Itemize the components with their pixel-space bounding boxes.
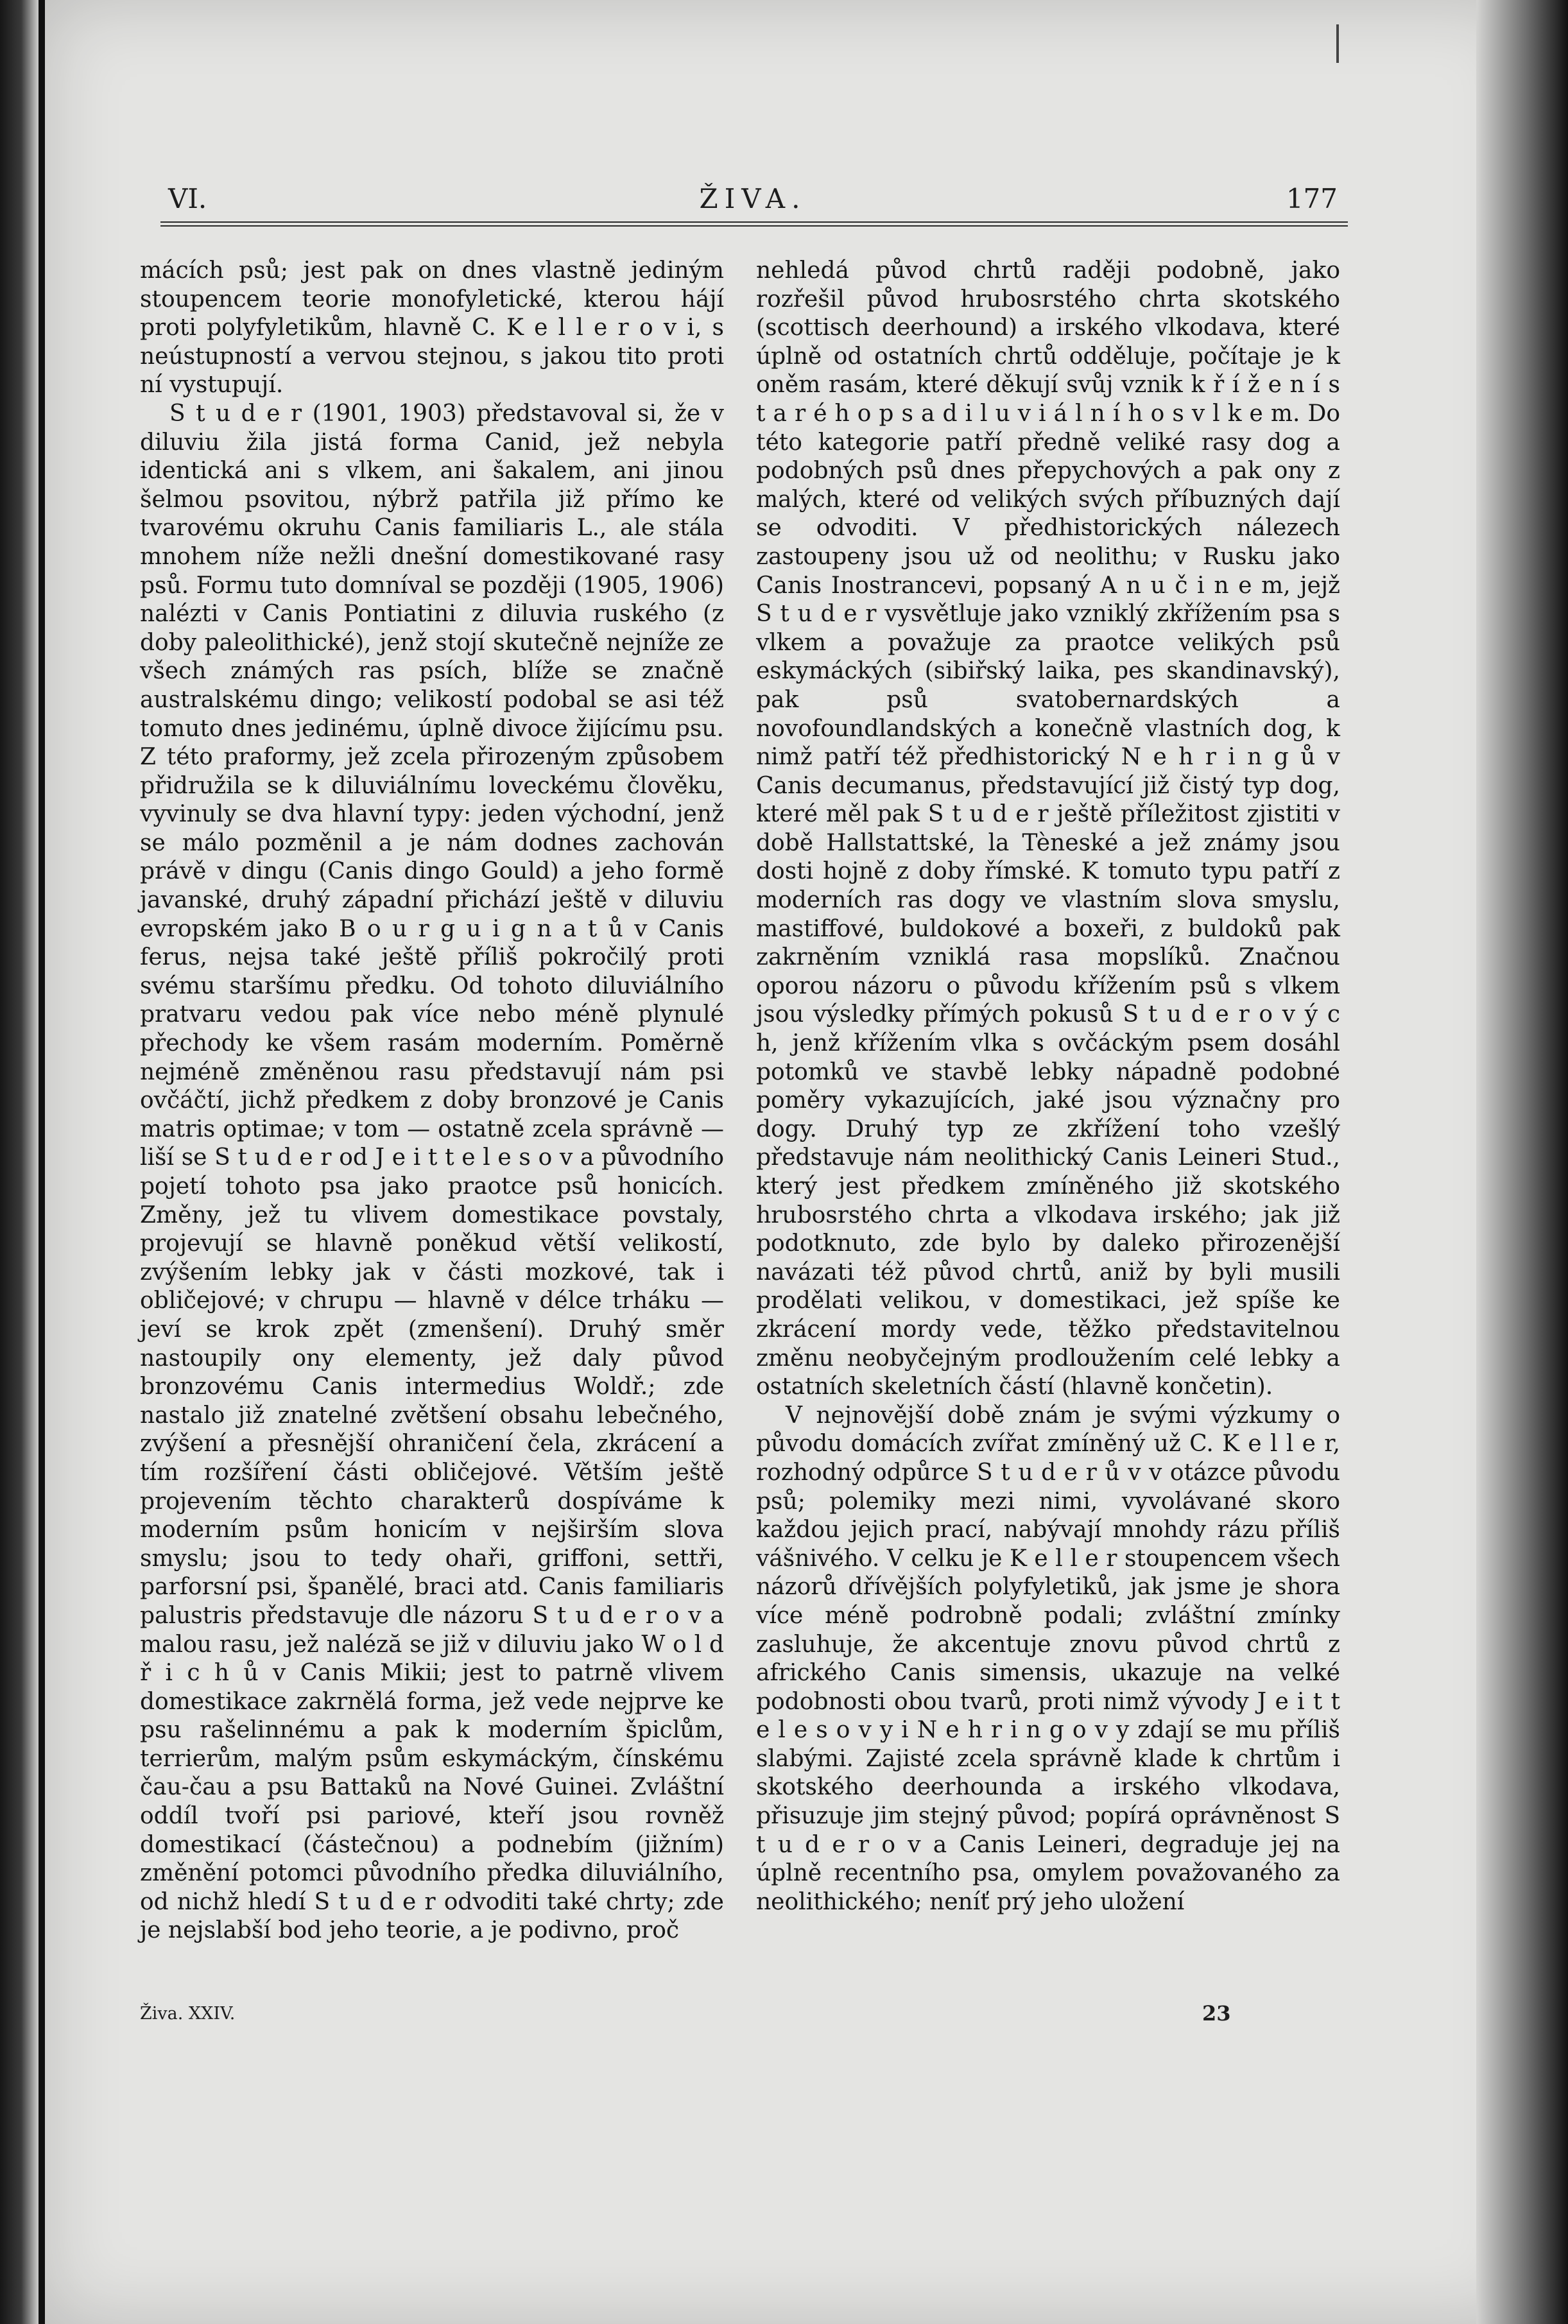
journal-title: ŽIVA. xyxy=(699,183,807,214)
page-edge-shadow xyxy=(1476,0,1568,2324)
sheet-signature: Živa. XXIV. xyxy=(140,2004,236,2024)
header-double-rule xyxy=(160,221,1348,227)
volume-number: VI. xyxy=(168,183,207,214)
left-text-column xyxy=(140,257,724,1945)
scan-mark xyxy=(1336,24,1339,63)
paragraph: V nejnovější době znám je svými výzkumy o původu domácích zvířat zmíněný už C. K e l l e r, rozhodný odpůrce S t u d e r ů v v otázce původu psů; polemiky mezi nimi, vyvolávané skoro každou jejich prací, nabývají mnohdy rázu příliš vášnivého. V celku je K e l l e r stoupencem všech názorů dřívějších polyfyletiků, jak jsme je shora více méně podrobně podali; zvláštní zmínky zasluhuje, že akcentuje znovu původ chrtů z afrického Canis simensis, ukazuje na velké podobnosti obou tvarů, proti nimž vývody J e i t t e l e s o v y i N e h r i n g o v y zdají se mu příliš slabými. Zajisté zcela správně klade k chrtům i skotského deerhounda a irského vlkodava, přisuzuje jim stejný původ; popírá oprávněnost S t u d e r o v a Canis Leineri, degraduje jej na úplně recentního psa, omylem považovaného za neolithického; neníť prý jeho uložení xyxy=(756,1402,1340,1915)
right-text-column xyxy=(756,257,1340,1916)
book-gutter-shadow xyxy=(0,0,39,2324)
paragraph: S t u d e r (1901, 1903) představoval si, že v diluviu žila jistá forma Canid, jež nebyla identická ani s vlkem, ani šakalem, ani jinou šelmou psovitou, nýbrž patřila již přímo ke tvarovému okruhu Canis familiaris L., ale stála mnohem níže nežli dnešní domestikované rasy psů. Formu tuto domníval se později (1905, 1906) nalézti v Canis Pontiatini z diluvia ruského (z doby paleolithické), jenž stojí skutečně nejníže ze všech známých ras psích, blíže se značně australskému dingo; velikostí podobal se asi též tomuto dnes jedinému, úplně divoce žijícímu psu. Z této praformy, jež zcela přirozeným způsobem přidružila se k diluviálnímu loveckému člověku, vyvinuly se dva hlavní typy: jeden východní, jenž se málo pozměnil a je nám dodnes zachován právě v dingu (Canis dingo Gould) a jeho formě javanské, druhý západní přichází ještě v diluviu evropském jako B o u r g u i g n a t ů v Canis ferus, nejsa také ještě příliš pokročilý proti svému staršímu předku. Od tohoto diluviálního pratvaru vedou pak více nebo méně plynulé přechody ke všem rasám moderním. Poměrně nejméně změněnou rasu představují nám psi ovčáčtí, jichž předkem z doby bronzové je Canis matris optimae; v tom — ostatně zcela správně — liší se S t u d e r od J e i t t e l e s o v a původního pojetí tohoto psa jako praotce psů honicích. Změny, jež tu vlivem domestikace povstaly, projevují se hlavně poněkud větší velikostí, zvýšením lebky jak v části mozkové, tak i obličejové; v chrupu — hlavně v délce trháku — jeví se krok zpět (zmenšení). Druhý směr nastoupily ony elementy, jež daly původ bronzovému Canis intermedius Woldř.; zde nastalo již znatelné zvětšení obsahu lebečného, zvýšení a přesnější ohraničení čela, zkrácení a tím rozšíření části obličejové. Větším ještě projevením těchto charakterů dospíváme k moderním psům honicím v nejširším slova smyslu; jsou to tedy ohaři, griffoni, settři, parforsní psi, španělé, braci atd. Canis familiaris palustris představuje dle názoru S t u d e r o v a malou rasu, jež naléză se již v diluviu jako W o l d ř i c h ů v Canis Mikii; jest to patrně vlivem domestikace zakrnělá forma, jež vede nejprve ke psu rašelinnému a pak k moderním špiclům, terrierům, malým psům eskymáckým, čínskému čau-čau a psu Battaků na Nové Guinei. Zvláštní oddíl tvoří psi pariové, kteří jsou rovněž domestikací (částečnou) a podnebím (jižním) změnění potomci původního předka diluviálního, od nichž hledí S t u d e r odvoditi také chrty; zde je nejslabší bod jeho teorie, a je podivno, proč xyxy=(140,400,724,1944)
paragraph: nehledá původ chrtů raději podobně, jako rozřešil původ hrubosrstého chrta skotského (scottisch deerhound) a irského vlkodava, které úplně od ostatních chrtů odděluje, počítaje je k oněm rasám, které děkují svůj vznik k ř í ž e n í s t a r é h o p s a d i l u v i á l n í h o s v l k e m. Do této kategorie patří předně veliké rasy dog a podobných psů dnes přepychových a pak ony z malých, které od velikých svých příbuzných dají se odvoditi. V předhistorických nálezech zastoupeny jsou už od neolithu; v Rusku jako Canis Inostrancevi, popsaný A n u č i n e m, jejž S t u d e r vysvětluje jako vzniklý zkřížením psa s vlkem a považuje za praotce velikých psů eskymáckých (sibiřský laika, pes skandinavský), pak psů svatobernardských a novofoundlandských a konečně vlastních dog, k nimž patří též předhistorický N e h r i n g ů v Canis decumanus, představující již čistý typ dog, které měl pak S t u d e r ještě příležitost zjistiti v době Hallstattské, la Tèneské a jež známy jsou dosti hojně z doby římské. K tomuto typu patří z moderních ras dogy ve vlastním slova smyslu, mastiffové, buldokové a boxeři, z buldoků pak zakrněním vzniklá rasa mopslíků. Značnou oporou názoru o původu křížením psů s vlkem jsou výsledky přímých pokusů S t u d e r o v ý c h, jenž křížením vlka s ovčáckým psem dosáhl potomků ve stavbě lebky nápadně podobné poměry vykazujících, jaké jsou význačny pro dogy. Druhý typ ze zkřížení toho vzešlý představuje nám neolithický Canis Leineri Stud., který jest předkem zmíněného již skotského hrubosrstého chrta a vlkodava irského; jak již podotknuto, zde bylo by daleko přirozenější navázati též původ chrtů, aniž by byli musili prodělati velikou, v domestikaci, jež spíše ke zkrácení mordy vede, těžko představitelnou změnu neobyčejným prodloužením celé lebky a ostatních skeletních částí (hlavně končetin). xyxy=(756,257,1340,1400)
page-number: 177 xyxy=(1286,183,1338,214)
sheet-number: 23 xyxy=(1202,2001,1231,2026)
paragraph: mácích psů; jest pak on dnes vlastně jediným stoupencem teorie monofyletické, kterou hájí proti polyfyletikům, hlavně C. K e l l e r o v i, s neústupností a vervou stejnou, s jakou tito proti ní vystupují. xyxy=(140,257,724,399)
